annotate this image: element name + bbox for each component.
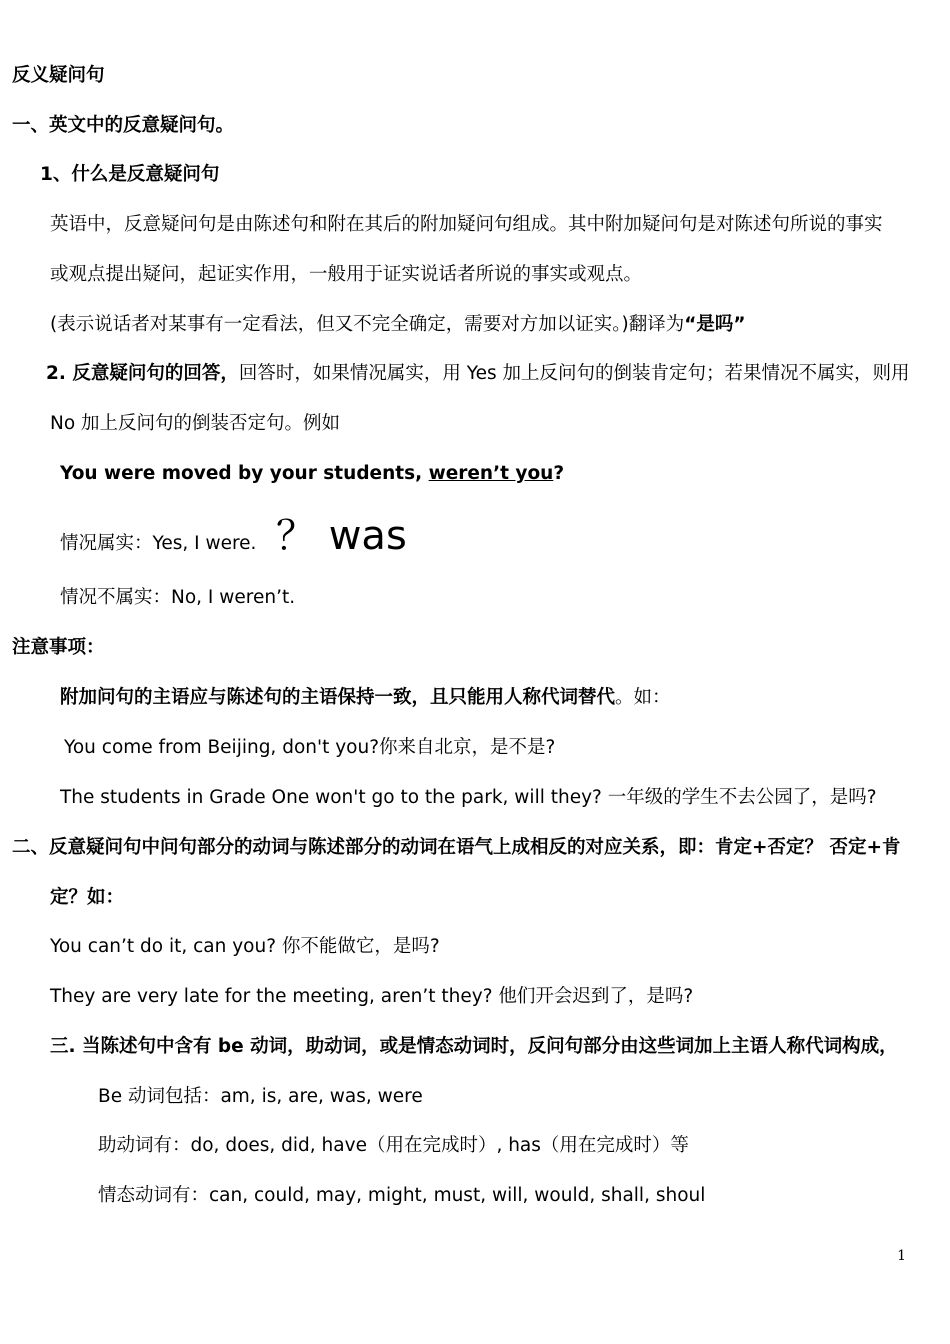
answer-rule-text: 回答时，如果情况属实，用 Yes 加上反问句的倒装肯定句；若果情况不属实，则用 [238, 363, 910, 384]
section-2-example-1: You can’t do it, can you? 你不能做它，是吗? [50, 936, 440, 957]
notes-rule-suffix: 。如： [615, 687, 671, 708]
example-sentence [60, 462, 564, 486]
no-answer-line: 情况不属实：No, I weren’t. [60, 587, 296, 608]
definition-note: (表示说话者对某事有一定看法，但又不完全确定，需要对方加以证实。)翻译为 [50, 314, 685, 335]
section-2-example-2: They are very late for the meeting, aren’t they? 他们开会迟到了，是吗? [50, 986, 694, 1007]
notes-example-1: You come from Beijing, don't you?你来自北京，是不是? [64, 737, 556, 758]
answer-paragraph-line-1 [46, 362, 909, 386]
document-title: 反义疑问句 [12, 65, 105, 86]
notes-heading: 注意事项： [12, 637, 105, 658]
section-2-heading-line-1: 二、反意疑问句中问句部分的动词与陈述部分的动词在语气上成相反的对应关系，即：肯定+否定？ 否定+肯 [12, 837, 901, 858]
section-2-heading-line-2: 定？如： [50, 887, 125, 908]
section-3-heading: 三. 当陈述句中含有 be 动词，助动词，或是情态动词时，反问句部分由这些词加上主语人称代词构成， [50, 1036, 898, 1057]
example-tag: weren’t you [428, 463, 554, 484]
modal-verbs-line: 情态动词有：can, could, may, might, must, will, would, shall, shoul [98, 1185, 706, 1206]
notes-rule [60, 686, 671, 710]
notes-example-2: The students in Grade One won't go to the park, will they? 一年级的学生不去公园了，是吗? [60, 787, 877, 808]
auxiliary-verbs-line: 助动词有：do, does, did, have（用在完成时）, has（用在完成时）等 [98, 1135, 689, 1156]
page-number: 1 [897, 1248, 906, 1264]
example-question-mark: ? [553, 463, 565, 484]
section-1-heading: 一、英文中的反意疑问句。 [12, 115, 235, 136]
correction-note: ？ was [276, 513, 407, 559]
subsection-1-heading: 1、什么是反意疑问句 [40, 164, 220, 185]
yes-answer-line: 情况属实：Yes, I were. [60, 533, 257, 554]
translation-term: “是吗” [684, 314, 746, 335]
subsection-2-heading: 2. 反意疑问句的回答， [46, 363, 239, 384]
example-statement: You were moved by your students, [60, 463, 429, 484]
answer-paragraph-line-2: No 加上反问句的倒装否定句。例如 [50, 413, 341, 434]
definition-line-3 [50, 313, 746, 337]
notes-rule-bold: 附加问句的主语应与陈述句的主语保持一致，且只能用人称代词替代 [60, 687, 616, 708]
definition-line-1: 英语中，反意疑问句是由陈述句和附在其后的附加疑问句组成。其中附加疑问句是对陈述句所说的事实 [50, 214, 883, 235]
definition-line-2: 或观点提出疑问，起证实作用，一般用于证实说话者所说的事实或观点。 [50, 264, 643, 285]
be-verbs-line: Be 动词包括：am, is, are, was, were [98, 1086, 423, 1107]
